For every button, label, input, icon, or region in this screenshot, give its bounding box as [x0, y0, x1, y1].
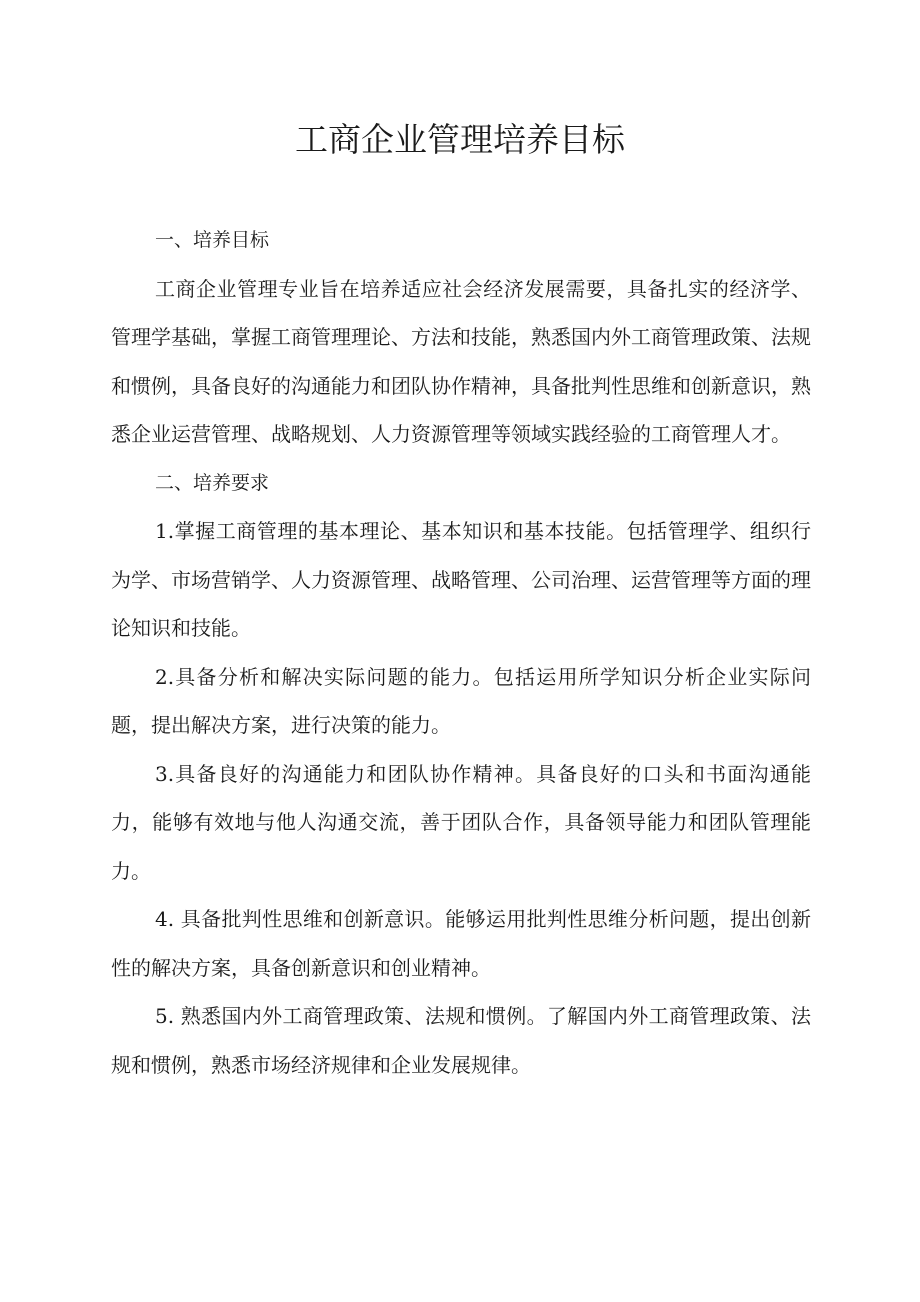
- requirement-item-5: 5. 熟悉国内外工商管理政策、法规和惯例。了解国内外工商管理政策、法规和惯例，熟悉市场经济规律和企业发展规律。: [111, 1004, 811, 1077]
- document-body: [111, 216, 811, 1089]
- section-heading: 二、培养要求: [155, 471, 270, 494]
- section-heading: 一、培养目标: [155, 229, 270, 251]
- requirement-item-1: 1.掌握工商管理的基本理论、基本知识和基本技能。包括管理学、组织行为学、市场营销学、人力资源管理、战略管理、公司治理、运营管理等方面的理论知识和技能。: [111, 519, 811, 640]
- requirement-item-3: 3.具备良好的沟通能力和团队协作精神。具备良好的口头和书面沟通能力，能够有效地与他人沟通交流，善于团队合作，具备领导能力和团队管理能力。: [111, 761, 811, 883]
- paragraph: 工商企业管理专业旨在培养适应社会经济发展需要，具备扎实的经济学、管理学基础，掌握工商管理理论、方法和技能，熟悉国内外工商管理政策、法规和惯例，具备良好的沟通能力和团队协作精神，具备批判性思维和创新意识，熟悉企业运营管理、战略规划、人力资源管理等领域实践经验的工商管理人才。: [111, 276, 811, 446]
- requirement-item-4: 4. 具备批判性思维和创新意识。能够运用批判性思维分析问题，提出创新性的解决方案，具备创新意识和创业精神。: [111, 907, 811, 980]
- section-training-requirements: [111, 459, 811, 1090]
- section-training-goals: [111, 216, 811, 459]
- document-title: 工商企业管理培养目标: [295, 120, 625, 159]
- requirement-item-2: 2.具备分析和解决实际问题的能力。包括运用所学知识分析企业实际问题，提出解决方案，进行决策的能力。: [111, 664, 811, 737]
